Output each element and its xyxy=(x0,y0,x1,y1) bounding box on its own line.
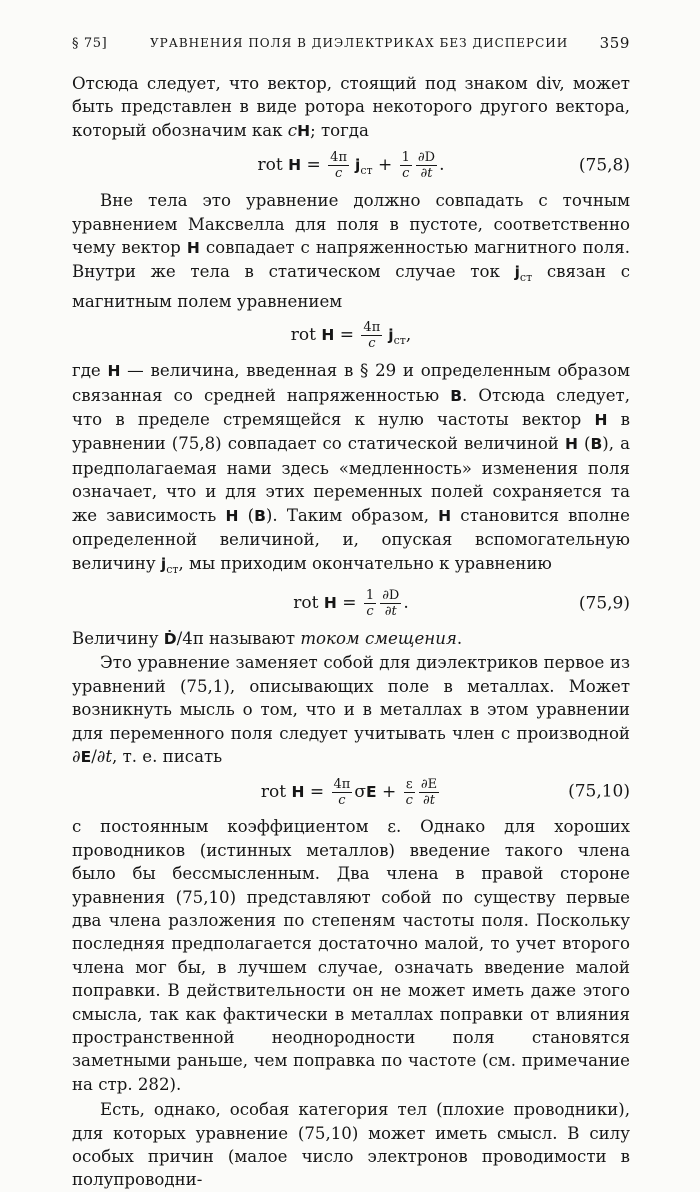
fraction: $\frac{1}{c}$ xyxy=(365,588,375,620)
running-header xyxy=(72,34,630,56)
fraction: $\frac{\partial D}{\partial t}$ xyxy=(417,150,436,182)
equation-75-8: rot H = $\frac{4\pi}{c}$ $j_{ст}$ + $\frac{1}{c}$ $\frac{\partial D}{\partial t}$ . (75,8) xyxy=(257,150,630,182)
paragraph-7: Есть, однако, особая категория тел (плохие проводники), для которых уравнение (75,10) может иметь смысл. В силу особых причин (малое число электронов проводимости в полупроводни- xyxy=(72,1100,630,1190)
paragraph-5: Это уравнение заменяет собой для диэлектриков первое из уравнений (75,1), описывающих поле в металлах. Может возникнуть мысль о том, что и в металлах в этом уравнении для переменного поля следует учитывать член с производной ∂E/∂t, т. е. писать xyxy=(72,653,630,766)
running-title: УРАВНЕНИЯ ПОЛЯ В ДИЭЛЕКТРИКАХ БЕЗ ДИСПЕРСИИ xyxy=(150,36,569,50)
fraction: $\frac{\varepsilon}{c}$ xyxy=(405,776,413,808)
paragraph-1: Отсюда следует, что вектор, стоящий под знаком div, может быть представлен в виде ротора некоторого другого вектора, который обозначим как cH; тогда xyxy=(72,74,630,140)
equation-number: (75,10) xyxy=(568,781,630,802)
fraction: $\frac{1}{c}$ xyxy=(401,150,410,182)
fraction: $\frac{4\pi}{c}$ xyxy=(330,150,347,182)
paragraph-4: Величину Ḋ/4π называют током смещения. xyxy=(72,628,463,648)
paragraph-6: с постоянным коэффициентом ε. Однако для хороших проводников (истинных металлов) введение такого члена было бы бессмысленным. Два члена в правой стороне уравнения (75,10) представляют собой по существу первые два члена разложения по степеням частоты поля. Поскольку последняя предполагается достаточно малой, то учет второго члена мог бы, в лучшем случае, означать введение малой поправки. В действительности он не может иметь даже этого смысла, так как фактически в металлах поправки от влияния пространственной неоднородности поля становятся заметными раньше, чем поправка по частоте (см. примечание на стр. 282). xyxy=(72,817,630,1094)
section-marker: § 75] xyxy=(72,36,108,51)
equation-static: rot H = $\frac{4\pi}{c}$ $j_{ст}$, xyxy=(290,320,412,352)
equation-number: (75,8) xyxy=(578,155,630,176)
page-body xyxy=(72,72,630,1192)
equation-number: (75,9) xyxy=(578,593,630,614)
fraction: $\frac{4\pi}{c}$ xyxy=(363,320,381,352)
fraction: $\frac{\partial E}{\partial t}$ xyxy=(420,776,438,808)
fraction: $\frac{\partial D}{\partial t}$ xyxy=(382,588,400,620)
paragraph-3: где H — величина, введенная в § 29 и определенным образом связанная со средней напряженностью B. Отсюда следует, что в пределе стремящейся к нулю частоты вектор H в уравнении (75,8) совпадает со статической величиной H (B), а предполагаемая нами здесь «медленность» изменения поля означает, что и для этих переменных полей сохраняется та же зависимость H (B). Таким образом, H становится вполне определенной величиной, и, опуская вспомогательную величину $j_{ст}$, мы приходим окончательно к уравнению xyxy=(72,361,631,576)
paragraph-2: Вне тела это уравнение должно совпадать с точным уравнением Максвелла для поля в пустоте, соответственно чему вектор H совпадает с напряженностью магнитного поля. Внутри же тела в статическом случае ток $j_{ст}$ связан с магнитным полем уравнением xyxy=(72,191,630,311)
equation-75-10: rot H = $\frac{4\pi}{c}$ σE + $\frac{\varepsilon}{c}$ $\frac{\partial E}{\partial t}$ (75,10) xyxy=(260,776,630,808)
fraction: $\frac{4\pi}{c}$ xyxy=(333,776,351,808)
page-number: 359 xyxy=(599,34,630,52)
equation-75-9: rot H = $\frac{1}{c}$ $\frac{\partial D}{\partial t}$ . (75,9) xyxy=(293,588,630,620)
